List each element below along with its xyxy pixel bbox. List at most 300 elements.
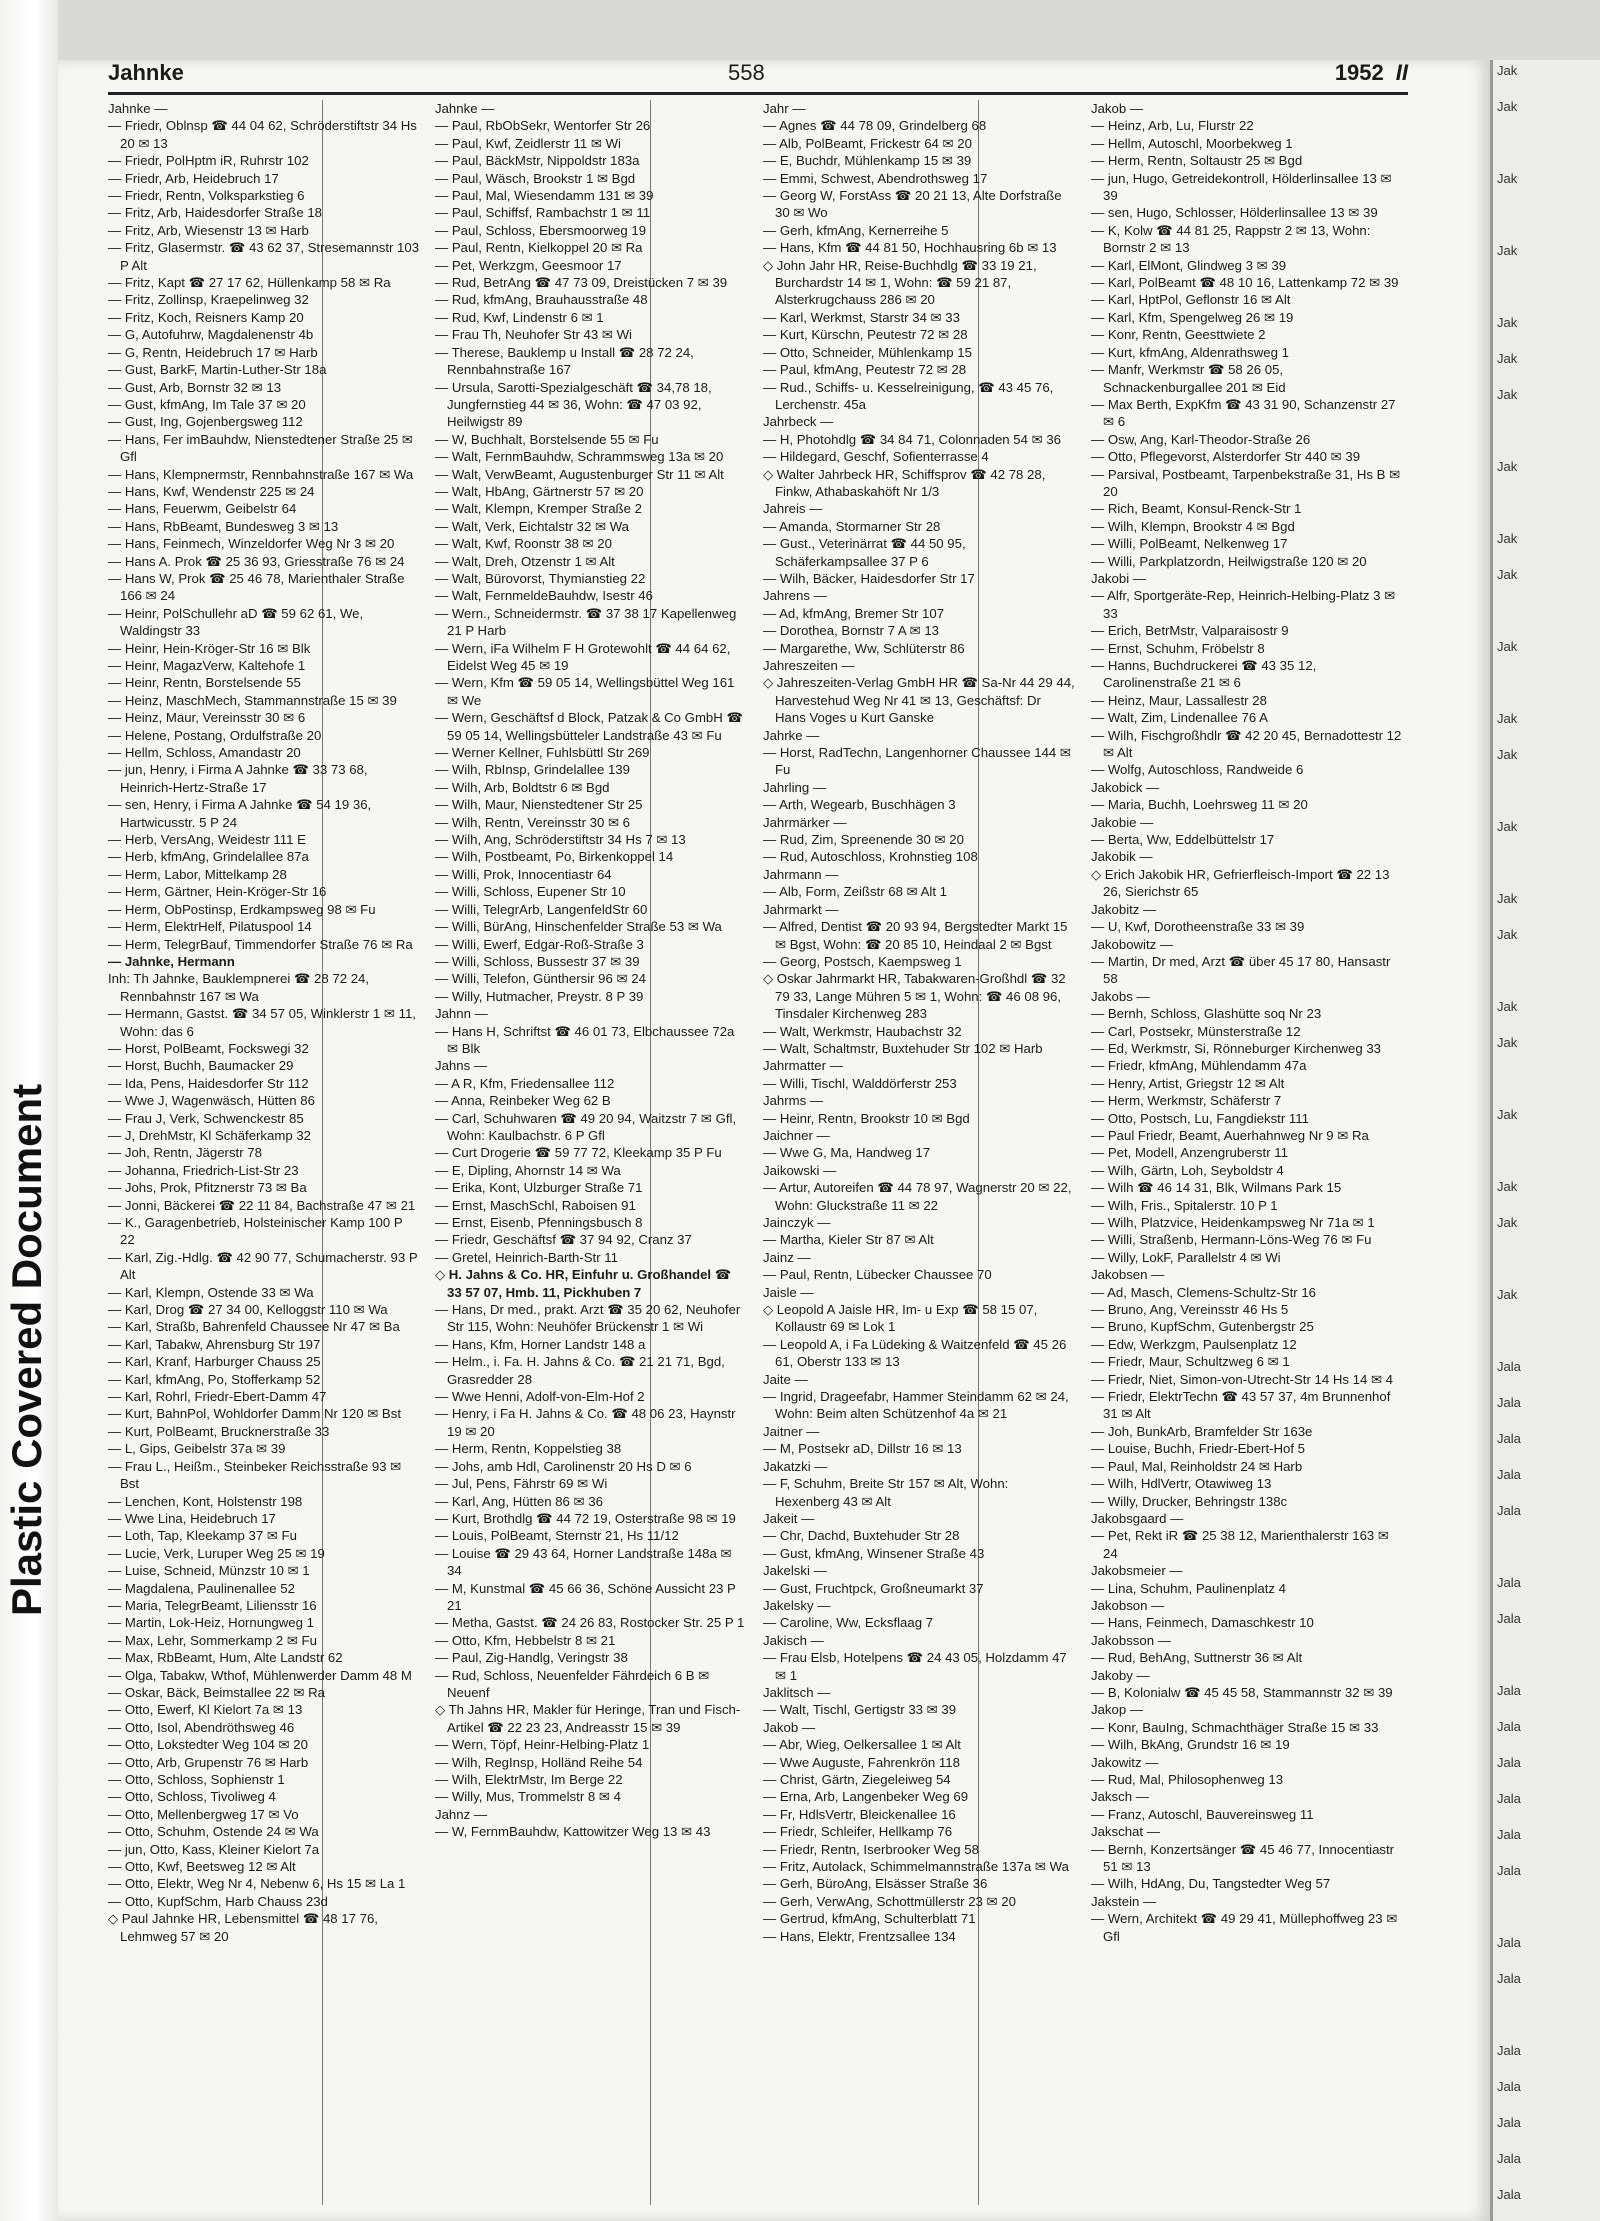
- directory-entry: — Gust, Fruchtpck, Großneumarkt 37: [763, 1580, 984, 1596]
- directory-entry: Jahreis —: [763, 501, 823, 517]
- directory-entry: — E, Dipling, Ahornstr 14 ✉ Wa: [435, 1162, 621, 1178]
- next-page-fragment: Jala: [1497, 1575, 1521, 1590]
- directory-entry: — Karl, Klempn, Ostende 33 ✉ Wa: [108, 1284, 314, 1300]
- directory-entry: — Heinz, Maur, Vereinsstr 30 ✉ 6: [108, 710, 306, 726]
- directory-entry: — sen, Hugo, Schlosser, Hölderlinsallee 13 ✉ 39: [1091, 205, 1378, 221]
- directory-entry: — Wilh, Platzvice, Heidenkampsweg Nr 71a ✉ 1: [1091, 1215, 1375, 1230]
- next-page-fragment: Jala: [1497, 1827, 1521, 1842]
- directory-entry: — Wilh, BkAng, Grundstr 16 ✉ 19: [1091, 1737, 1290, 1753]
- directory-entry: — F, Schuhm, Breite Str 157 ✉ Alt, Wohn: Hexenberg 43 ✉ Alt: [763, 1476, 1009, 1509]
- directory-entry: ◇ Oskar Jahrmarkt HR, Tabakwaren-Großhdl ☎ 32 79 33, Lange Mühren 5 ✉ 1, Wohn: ☎ 46 08 96, Tinsdaler Kirchenweg 283: [763, 971, 1066, 1022]
- directory-entry: — Henry, i Fa H. Jahns & Co. ☎ 48 06 23, Haynstr 19 ✉ 20: [435, 1406, 736, 1439]
- directory-entry: — Hans A. Prok ☎ 25 36 93, Griesstraße 76 ✉ 24: [108, 553, 405, 569]
- directory-entry: — Friedr, Niet, Simon-von-Utrecht-Str 14 Hs 14 ✉ 4: [1091, 1371, 1393, 1387]
- directory-entry: — Horst, Buchh, Baumacker 29: [108, 1058, 294, 1074]
- directory-entry: — Ad, Masch, Clemens-Schultz-Str 16: [1091, 1284, 1316, 1300]
- directory-entry: — Helene, Postang, Ordulfstraße 20: [108, 727, 322, 743]
- directory-entry: — Walt, HbAng, Gärtnerstr 57 ✉ 20: [435, 483, 644, 499]
- directory-entry: — Friedr, Oblnsp ☎ 44 04 62, Schröderstiftstr 34 Hs 20 ✉ 13: [108, 118, 417, 151]
- next-page-fragment: Jak: [1497, 999, 1518, 1014]
- directory-entry: — Herb, kfmAng, Grindelallee 87a: [108, 849, 309, 865]
- next-page-fragment: Jala: [1497, 1431, 1521, 1446]
- directory-entry: — Wern., Schneidermstr. ☎ 37 38 17 Kapellenweg 21 P Harb: [435, 605, 737, 639]
- directory-entry: — Karl, Straßb, Bahrenfeld Chaussee Nr 47 ✉ Ba: [108, 1319, 400, 1335]
- next-page-fragment: Jak: [1497, 711, 1518, 726]
- directory-entry: — Heinz, MaschMech, Stammannstraße 15 ✉ 39: [108, 692, 397, 708]
- directory-entry: — Otto, Schloss, Sophienstr 1: [108, 1772, 285, 1787]
- directory-entry: — Gerh, VerwAng, Schottmüllerstr 23 ✉ 20: [763, 1893, 1016, 1909]
- directory-entry: Jakop —: [1091, 1702, 1144, 1718]
- directory-entry: — Abr, Wieg, Oelkersallee 1 ✉ Alt: [763, 1737, 961, 1753]
- next-page-fragment: Jak: [1497, 351, 1518, 366]
- directory-entry: — Gust, Arb, Bornstr 32 ✉ 13: [108, 379, 282, 395]
- directory-entry: — Johs, amb Hdl, Carolinenstr 20 Hs D ✉ 6: [435, 1458, 692, 1474]
- directory-entry: Jakobsson —: [1091, 1632, 1171, 1648]
- next-page-fragment: [1493, 276, 1600, 312]
- directory-entry: — Pet, Werkzgm, Geesmoor 17: [435, 257, 622, 273]
- directory-entry: — K, Kolw ☎ 44 81 25, Rappstr 2 ✉ 13, Wohn: Bornstr 2 ✉ 13: [1091, 222, 1371, 256]
- directory-entry: — Friedr, Rentn, Volksparkstieg 6: [108, 188, 305, 204]
- directory-entry: — Louise, Buchh, Friedr-Ebert-Hof 5: [1091, 1441, 1306, 1457]
- directory-entry: — Wern, Geschäftsf d Block, Patzak & Co GmbH ☎ 59 05 14, Wellingsbütteler Landstraße 43 ✉ Fu: [435, 710, 743, 743]
- directory-entry: — Pet, Rekt iR ☎ 25 38 12, Marienthalerstr 163 ✉ 24: [1091, 1528, 1389, 1561]
- directory-entry: Jahnn —: [435, 1006, 488, 1022]
- directory-entry: — Willi, Schloss, Eupener Str 10: [435, 884, 626, 900]
- directory-entry: — Heinr, Rentn, Borstelsende 55: [108, 675, 301, 691]
- directory-entry: Jakatzki —: [763, 1458, 828, 1474]
- directory-entry: — Berta, Ww, Eddelbüttelstr 17: [1091, 832, 1275, 848]
- directory-entry: — Willi, Tischl, Walddörferstr 253: [763, 1075, 957, 1091]
- directory-entry: — Herm, ObPostinsp, Erdkampsweg 98 ✉ Fu: [108, 901, 376, 917]
- directory-entry: — Caroline, Ww, Ecksflaag 7: [763, 1615, 934, 1631]
- directory-entry: — Carl, Postsekr, Münsterstraße 12: [1091, 1023, 1301, 1039]
- directory-entry: — Luise, Schneid, Münzstr 10 ✉ 1: [108, 1563, 310, 1579]
- directory-entry: — Hans, Klempnermstr, Rennbahnstraße 167 ✉ Wa: [108, 466, 414, 482]
- directory-entry: Jaikowski —: [763, 1162, 837, 1178]
- next-page-edge: [1490, 60, 1600, 2221]
- next-page-fragment: Jala: [1497, 1755, 1521, 1770]
- directory-entry: — Bruno, Ang, Vereinsstr 46 Hs 5: [1091, 1302, 1289, 1318]
- directory-entry: — Hans, Fer imBauhdw, Nienstedtener Straße 25 ✉ Gfl: [108, 431, 413, 465]
- directory-entry: Jakowitz —: [1091, 1754, 1159, 1770]
- directory-entry: — Walt, Verk, Eichtalstr 32 ✉ Wa: [435, 518, 630, 534]
- directory-entry: — Martin, Lok-Heiz, Hornungweg 1: [108, 1615, 314, 1631]
- directory-entry: — Karl, HptPol, Geflonstr 16 ✉ Alt: [1091, 292, 1291, 308]
- directory-entry: — Walt, Tischl, Gertigstr 33 ✉ 39: [763, 1702, 957, 1718]
- directory-entry: — Wern, Kfm ☎ 59 05 14, Wellingsbüttel Weg 161 ✉ We: [435, 675, 735, 708]
- directory-entry: — Paul, Rentn, Kielkoppel 20 ✉ Ra: [435, 240, 643, 256]
- directory-entry: — Hans, RbBeamt, Bundesweg 3 ✉ 13: [108, 518, 339, 534]
- directory-entry: Jahr —: [763, 101, 806, 116]
- binding-strip: [0, 0, 58, 2221]
- directory-entry: — Walt, Kwf, Roonstr 38 ✉ 20: [435, 536, 612, 552]
- directory-entry: — Gretel, Heinrich-Barth-Str 11: [435, 1249, 618, 1265]
- next-page-fragment: [1493, 204, 1600, 240]
- directory-entry: — Wilh, Rentn, Vereinsstr 30 ✉ 6: [435, 814, 631, 830]
- directory-entry: — Walt, Schaltmstr, Buxtehuder Str 102 ✉ Harb: [763, 1040, 1043, 1056]
- directory-entry: — Friedr, Rentn, Iserbrooker Weg 58: [763, 1841, 979, 1857]
- directory-entry: — Gust., Veterinärrat ☎ 44 50 95, Schäferkampsallee 37 P 6: [763, 536, 966, 569]
- next-page-fragment: [1493, 780, 1600, 816]
- directory-entry: — Willi, Straßenb, Hermann-Löns-Weg 76 ✉ Fu: [1091, 1232, 1372, 1248]
- directory-entry: — Karl, Zig.-Hdlg. ☎ 42 90 77, Schumacherstr. 93 P Alt: [108, 1249, 418, 1283]
- directory-entry: — Wern, iFa Wilhelm F H Grotewohlt ☎ 44 64 62, Eidelst Weg 45 ✉ 19: [435, 640, 731, 673]
- directory-entry: — Henry, Artist, Griegstr 12 ✉ Alt: [1091, 1075, 1285, 1091]
- directory-entry: — Fritz, Autolack, Schimmelmannstraße 137a ✉ Wa: [763, 1859, 1069, 1875]
- directory-entry: ◇ John Jahr HR, Reise-Buchhdlg ☎ 33 19 21, Burchardstr 14 ✉ 1, Wohn: ☎ 59 21 87, Alsterkrugchauss 286 ✉ 20: [763, 257, 1037, 308]
- directory-entry: — Willi, Schloss, Bussestr 37 ✉ 39: [435, 953, 640, 969]
- directory-entry: Jakobik —: [1091, 849, 1153, 865]
- next-page-fragment: Jak: [1497, 1107, 1518, 1122]
- directory-entry: — Otto, Ewerf, Kl Kielort 7a ✉ 13: [108, 1702, 303, 1718]
- directory-entry: — Rud, BehAng, Suttnerstr 36 ✉ Alt: [1091, 1650, 1303, 1666]
- directory-entry: — Heinr, Hein-Kröger-Str 16 ✉ Blk: [108, 640, 311, 656]
- directory-entry: — U, Kwf, Dorotheenstraße 33 ✉ 39: [1091, 919, 1305, 935]
- directory-entry: — Wwe Henni, Adolf-von-Elm-Hof 2: [435, 1389, 645, 1405]
- directory-entry: — Walt, Werkmstr, Haubachstr 32: [763, 1023, 962, 1039]
- directory-entry: — Therese, Bauklemp u Install ☎ 28 72 24, Rennbahnstraße 167: [435, 344, 694, 378]
- directory-entry: — Max, RbBeamt, Hum, Alte Landstr 62: [108, 1650, 343, 1666]
- directory-entry: — Karl, ElMont, Glindweg 3 ✉ 39: [1091, 257, 1287, 273]
- directory-entry: — Wilh, Arb, Boldtstr 6 ✉ Bgd: [435, 779, 610, 795]
- directory-entry: — Wwe Lina, Heidebruch 17: [108, 1510, 276, 1526]
- directory-entry: — Wolfg, Autoschloss, Randweide 6: [1091, 762, 1304, 778]
- directory-entry: — Otto, Kwf, Beetsweg 12 ✉ Alt: [108, 1859, 296, 1875]
- directory-entry: — Louis, PolBeamt, Sternstr 21, Hs 11/12: [435, 1528, 679, 1544]
- directory-entry: — Herm, Gärtner, Hein-Kröger-Str 16: [108, 884, 327, 900]
- header-surname: Jahnke: [108, 60, 184, 85]
- header-year: 1952: [1334, 60, 1384, 85]
- next-page-fragment: [1493, 492, 1600, 528]
- directory-entry: Jainz —: [763, 1249, 811, 1265]
- next-page-fragment: Jak: [1497, 171, 1518, 186]
- directory-entry: Jakobie —: [1091, 814, 1154, 830]
- directory-entry: — Horst, PolBeamt, Fockswegi 32: [108, 1040, 309, 1056]
- directory-entry: Jaitner —: [763, 1423, 820, 1439]
- directory-entry: — Otto, Kfm, Hebbelstr 8 ✉ 21: [435, 1632, 616, 1648]
- directory-entry: — Paul, kfmAng, Peutestr 72 ✉ 28: [763, 362, 967, 378]
- next-page-fragment: Jala: [1497, 1359, 1521, 1374]
- directory-entry: — Amanda, Stormarner Str 28: [763, 518, 941, 534]
- directory-entry: — Wern, Architekt ☎ 49 29 41, Müllephoffweg 23 ✉ Gfl: [1091, 1911, 1398, 1944]
- next-page-fragment: Jak: [1497, 531, 1518, 546]
- directory-entry: — jun, Hugo, Getreidekontroll, Hölderlinsallee 13 ✉ 39: [1091, 170, 1392, 204]
- directory-entry: — Rud, kfmAng, Brauhausstraße 48: [435, 292, 648, 308]
- next-page-fragment: Jala: [1497, 2115, 1521, 2130]
- directory-entry: — Gerh, BüroAng, Elsässer Straße 36: [763, 1876, 988, 1892]
- next-page-fragment: [1493, 672, 1600, 708]
- directory-entry: Jahrmatter —: [763, 1058, 843, 1074]
- directory-entry: — Heinr, Rentn, Brookstr 10 ✉ Bgd: [763, 1110, 970, 1126]
- directory-entry: — Konr, Rentn, Geesttwiete 2: [1091, 327, 1266, 343]
- directory-entry: Jakeit —: [763, 1510, 815, 1526]
- directory-entry: — Metha, Gastst. ☎ 24 26 83, Rostocker Str. 25 P 1: [435, 1615, 745, 1631]
- directory-entry: — Arth, Wegearb, Buschhägen 3: [763, 797, 956, 813]
- page-header: [108, 60, 1408, 88]
- directory-entry: — Frau L., Heißm., Steinbeker Reichsstraße 93 ✉ Bst: [108, 1458, 402, 1492]
- next-page-fragment: Jak: [1497, 459, 1518, 474]
- directory-entry: Jahrmärker —: [763, 814, 847, 830]
- directory-entry: Jahns —: [435, 1058, 488, 1074]
- next-page-fragment: Jak: [1497, 1287, 1518, 1302]
- next-page-fragment: Jak: [1497, 639, 1518, 654]
- next-page-fragment: [1493, 420, 1600, 456]
- directory-entry: — Konr, BauIng, Schmachthäger Straße 15 ✉ 33: [1091, 1719, 1379, 1735]
- directory-entry: — Karl, Kranf, Harburger Chauss 25: [108, 1354, 321, 1370]
- directory-entry: — Otto, Lokstedter Weg 104 ✉ 20: [108, 1737, 308, 1753]
- directory-entry: Jahnke —: [108, 101, 168, 116]
- next-page-fragment: Jala: [1497, 1971, 1521, 1986]
- directory-entry: — Artur, Autoreifen ☎ 44 78 97, Wagnerstr 20 ✉ 22, Wohn: Gluckstraße 11 ✉ 22: [763, 1180, 1072, 1213]
- directory-columns: [108, 100, 1408, 2210]
- directory-entry: ◇ Walter Jahrbeck HR, Schiffsprov ☎ 42 78 28, Finkw, Athabaskahöft Nr 1/3: [763, 466, 1046, 499]
- directory-entry: — Martin, Dr med, Arzt ☎ über 45 17 80, Hansastr 58: [1091, 953, 1391, 987]
- directory-entry: — Frau Elsb, Hotelpens ☎ 24 43 05, Holzdamm 47 ✉ 1: [763, 1650, 1067, 1683]
- directory-entry: — Osw, Ang, Karl-Theodor-Straße 26: [1091, 431, 1311, 447]
- next-page-fragment: Jala: [1497, 1791, 1521, 1806]
- directory-entry: — Erika, Kont, Ulzburger Straße 71: [435, 1180, 643, 1196]
- next-page-fragment: [1493, 1644, 1600, 1680]
- directory-entry: Jakobsen —: [1091, 1267, 1165, 1283]
- directory-entry: — Walt, Klempn, Kremper Straße 2: [435, 501, 642, 517]
- next-page-fragment: [1493, 1140, 1600, 1176]
- directory-entry: — Wilh, Gärtn, Loh, Seyboldstr 4: [1091, 1162, 1284, 1178]
- directory-entry: — sen, Henry, i Firma A Jahnke ☎ 54 19 36, Hartwicusstr. 5 P 24: [108, 797, 372, 830]
- directory-entry: Jakobick —: [1091, 779, 1160, 795]
- next-page-fragment: [1493, 1248, 1600, 1284]
- directory-entry: — Ursula, Sarotti-Spezialgeschäft ☎ 34,78 18, Jungfernstieg 44 ✉ 36, Wohn: ☎ 47 03 92, Heilwigstr 89: [435, 379, 712, 430]
- directory-entry: — Ida, Pens, Haidesdorfer Str 112: [108, 1075, 309, 1091]
- next-page-fragment: Jak: [1497, 1215, 1518, 1230]
- directory-entry: Jakelski —: [763, 1563, 827, 1579]
- directory-entry: — Johanna, Friedrich-List-Str 23: [108, 1162, 299, 1178]
- next-page-fragment: Jak: [1497, 1179, 1518, 1194]
- directory-entry: — M, Postsekr aD, Dillstr 16 ✉ 13: [763, 1441, 962, 1457]
- directory-entry: — Wilh, ElektrMstr, Im Berge 22: [435, 1772, 623, 1787]
- next-page-fragment: [1493, 1068, 1600, 1104]
- directory-entry: — Heinr, PolSchullehr aD ☎ 59 62 61, We, Waldingstr 33: [108, 605, 364, 639]
- directory-entry: — W, FernmBauhdw, Kattowitzer Weg 13 ✉ 43: [435, 1824, 711, 1840]
- directory-entry: ◇ H. Jahns & Co. HR, Einfuhr u. Großhandel ☎ 33 57 07, Hmb. 11, Pickhuben 7: [435, 1267, 732, 1300]
- directory-entry: — Bernh, Konzertsänger ☎ 45 46 77, Innocentiastr 51 ✉ 13: [1091, 1841, 1395, 1875]
- directory-entry: — Paul Friedr, Beamt, Auerhahnweg Nr 9 ✉ Ra: [1091, 1127, 1369, 1143]
- directory-entry: — Hans, Elektr, Frentzsallee 134: [763, 1928, 956, 1944]
- directory-entry: — Friedr, PolHptm iR, Ruhrstr 102: [108, 153, 309, 169]
- directory-entry: — Karl, kfmAng, Po, Stofferkamp 52: [108, 1371, 321, 1387]
- directory-entry: Jahrens —: [763, 588, 827, 604]
- directory-entry: — Alfr, Sportgeräte-Rep, Heinrich-Helbing-Platz 3 ✉ 33: [1091, 588, 1396, 621]
- directory-entry: — Walt, Dreh, Otzenstr 1 ✉ Alt: [435, 553, 615, 569]
- next-page-fragment: Jala: [1497, 2151, 1521, 2166]
- directory-entry: — Martha, Kieler Str 87 ✉ Alt: [763, 1232, 934, 1248]
- directory-entry: — Pet, Modell, Anzengruberstr 11: [1091, 1145, 1288, 1161]
- directory-entry: Jahnke —: [435, 101, 495, 116]
- next-page-fragment: Jala: [1497, 2043, 1521, 2058]
- directory-entry: — Willy, Drucker, Behringstr 138c: [1091, 1493, 1288, 1509]
- next-page-fragment: Jala: [1497, 1467, 1521, 1482]
- directory-entry: — Otto, Pflegevorst, Alsterdorfer Str 440 ✉ 39: [1091, 449, 1361, 465]
- directory-entry: — Friedr, kfmAng, Mühlendamm 47a: [1091, 1058, 1307, 1074]
- directory-entry: — Bernh, Schloss, Glashütte soq Nr 23: [1091, 1006, 1322, 1022]
- directory-entry: — Max, Lehr, Sommerkamp 2 ✉ Fu: [108, 1632, 317, 1648]
- directory-entry: — Wilh, Bäcker, Haidesdorfer Str 17: [763, 570, 975, 586]
- next-page-fragment: Jak: [1497, 315, 1518, 330]
- directory-entry: — Rud, Autoschloss, Krohnstieg 108: [763, 849, 978, 865]
- directory-entry: — Hans, Dr med., prakt. Arzt ☎ 35 20 62, Neuhofer Str 115, Wohn: Neuhöfer Brückenstr 1 ✉ Wi: [435, 1302, 741, 1335]
- directory-entry: — Hans, Kfm ☎ 44 81 50, Hochhausring 6b ✉ 13: [763, 240, 1057, 256]
- directory-entry: — Georg W, ForstAss ☎ 20 21 13, Alte Dorfstraße 30 ✉ Wo: [763, 188, 1062, 221]
- directory-entry: — Ed, Werkmstr, Si, Rönneburger Kirchenweg 33: [1091, 1040, 1382, 1056]
- next-page-fragment: Jala: [1497, 2079, 1521, 2094]
- directory-entry: — Willi, BürAng, Hinschenfelder Straße 53 ✉ Wa: [435, 919, 722, 935]
- column-3: [763, 100, 1075, 2210]
- next-page-fragment: Jak: [1497, 819, 1518, 834]
- directory-entry: — jun, Henry, i Firma A Jahnke ☎ 33 73 68, Heinrich-Hertz-Straße 17: [108, 762, 368, 795]
- directory-entry: — Georg, Postsch, Kaempsweg 1: [763, 953, 962, 969]
- directory-entry: — Wilh, HdlVertr, Otawiweg 13: [1091, 1476, 1272, 1492]
- next-page-fragment: Jala: [1497, 1683, 1521, 1698]
- directory-entry: — Willy, Hutmacher, Preystr. 8 P 39: [435, 988, 644, 1004]
- directory-entry: ◇ Leopold A Jaisle HR, Im- u Exp ☎ 58 15 07, Kollaustr 69 ✉ Lok 1: [763, 1302, 1038, 1335]
- directory-entry: — K., Garagenbetrieb, Holsteinischer Kamp 100 P 22: [108, 1215, 403, 1248]
- directory-entry: ◇ Jahreszeiten-Verlag GmbH HR ☎ Sa-Nr 44 29 44, Harvestehud Weg Nr 41 ✉ 13, Geschäftsf: Dr Hans Voges u Kurt Ganske: [763, 675, 1075, 726]
- directory-entry: — Kurt, BahnPol, Wohldorfer Damm Nr 120 ✉ Bst: [108, 1406, 401, 1422]
- directory-entry: — Edw, Werkzgm, Paulsenplatz 12: [1091, 1336, 1297, 1352]
- directory-entry: — Kurt, Kürschn, Peutestr 72 ✉ 28: [763, 327, 968, 343]
- directory-entry: — Willi, Ewerf, Edgar-Roß-Straße 3: [435, 936, 644, 952]
- next-page-fragment: Jak: [1497, 891, 1518, 906]
- directory-entry: — Karl, Rohrl, Friedr-Ebert-Damm 47: [108, 1389, 327, 1405]
- directory-entry: — E, Buchdr, Mühlenkamp 15 ✉ 39: [763, 153, 972, 169]
- directory-entry: — Parsival, Postbeamt, Tarpenbekstraße 31, Hs B ✉ 20: [1091, 466, 1401, 499]
- directory-entry: — Alfred, Dentist ☎ 20 93 94, Bergstedter Markt 15 ✉ Bgst, Wohn: ☎ 20 85 10, Heindaal 2 ✉ Bgst: [763, 919, 1068, 952]
- directory-entry: Jakisch —: [763, 1632, 824, 1648]
- directory-entry: Jaichner —: [763, 1127, 830, 1143]
- directory-entry: — Emmi, Schwest, Abendrothsweg 17: [763, 170, 988, 186]
- directory-entry: — Hanns, Buchdruckerei ☎ 43 35 12, Carolinenstraße 21 ✉ 6: [1091, 658, 1317, 691]
- directory-entry: — Rud, Mal, Philosophenweg 13: [1091, 1772, 1284, 1787]
- directory-entry: — Paul, Rentn, Lübecker Chaussee 70: [763, 1267, 992, 1283]
- directory-entry: — Paul, BäckMstr, Nippoldstr 183a: [435, 153, 640, 169]
- directory-entry: — Wilh, HdAng, Du, Tangstedter Weg 57: [1091, 1876, 1331, 1892]
- directory-entry: — Herb, VersAng, Weidestr 111 E: [108, 832, 306, 848]
- directory-entry: Jaksch —: [1091, 1789, 1149, 1805]
- directory-entry: — Anna, Reinbeker Weg 62 B: [435, 1093, 611, 1109]
- directory-entry: — Otto, Isol, Abendröthsweg 46: [108, 1719, 295, 1735]
- directory-entry: — Wern, Töpf, Heinr-Helbing-Platz 1: [435, 1737, 650, 1753]
- directory-entry: — Christ, Gärtn, Ziegeleiweg 54: [763, 1772, 951, 1787]
- directory-entry: — Olga, Tabakw, Wthof, Mühlenwerder Damm 48 M: [108, 1667, 412, 1683]
- directory-entry: — Dorothea, Bornstr 7 A ✉ 13: [763, 623, 939, 639]
- directory-entry: — Fritz, Zollinsp, Kraepelinweg 32: [108, 292, 309, 308]
- directory-entry: Jaklitsch —: [763, 1684, 831, 1700]
- directory-entry: — Kurt, PolBeamt, Brucknerstraße 33: [108, 1423, 330, 1439]
- directory-entry: — Franz, Autoschl, Bauvereinsweg 11: [1091, 1806, 1314, 1822]
- directory-entry: — Wilh, RbInsp, Grindelallee 139: [435, 762, 630, 778]
- directory-entry: — Paul, Schloss, Ebersmoorweg 19: [435, 222, 647, 238]
- directory-entry: — Heinz, Maur, Lassallestr 28: [1091, 692, 1267, 708]
- directory-entry: — Paul, Wäsch, Brookstr 1 ✉ Bgd: [435, 170, 636, 186]
- directory-entry: — Herm, Werkmstr, Schäferstr 7: [1091, 1093, 1282, 1109]
- directory-entry: — Maria, TelegrBeamt, Liliensstr 16: [108, 1597, 317, 1613]
- directory-entry: — Kurt, Brothdlg ☎ 44 72 19, Osterstraße 98 ✉ 19: [435, 1510, 736, 1526]
- directory-entry: — Willi, Telefon, Günthersir 96 ✉ 24: [435, 971, 646, 987]
- directory-entry: — Curt Drogerie ☎ 59 77 72, Kleekamp 35 P Fu: [435, 1145, 722, 1161]
- directory-entry: — Chr, Dachd, Buxtehuder Str 28: [763, 1528, 960, 1544]
- directory-entry: — Horst, RadTechn, Langenhorner Chaussee 144 ✉ Fu: [763, 745, 1071, 778]
- directory-entry: — Helm., i. Fa. H. Jahns & Co. ☎ 21 21 71, Bgd, Grasredder 28: [435, 1354, 725, 1387]
- directory-entry: — Hermann, Gastst. ☎ 34 57 05, Winklerstr 1 ✉ 11, Wohn: das 6: [108, 1006, 416, 1039]
- directory-entry: — Hans, Feinmech, Damaschkestr 10: [1091, 1615, 1314, 1631]
- directory-entry: — Walt, Zim, Lindenallee 76 A: [1091, 710, 1268, 726]
- next-page-fragment: Jala: [1497, 2187, 1521, 2202]
- next-page-fragment: [1493, 1320, 1600, 1356]
- directory-entry: — Fr, HdlsVertr, Bleickenallee 16: [763, 1806, 956, 1822]
- directory-entry: — Gust, kfmAng, Winsener Straße 43: [763, 1545, 985, 1561]
- directory-entry: Jahrmann —: [763, 866, 839, 882]
- directory-entry: — Margarethe, Ww, Schlüterstr 86: [763, 640, 965, 656]
- directory-entry: — Ernst, Schuhm, Fröbelstr 8: [1091, 640, 1265, 656]
- directory-entry: — Rud, Kwf, Lindenstr 6 ✉ 1: [435, 309, 604, 325]
- directory-entry: — Alb, Form, Zeißstr 68 ✉ Alt 1: [763, 884, 947, 900]
- header-volume: II: [1395, 60, 1408, 85]
- directory-entry: — Max Berth, ExpKfm ☎ 43 31 90, Schanzenstr 27 ✉ 6: [1091, 396, 1396, 430]
- directory-entry: — Lucie, Verk, Luruper Weg 25 ✉ 19: [108, 1545, 325, 1561]
- directory-entry: — Agnes ☎ 44 78 09, Grindelberg 68: [763, 118, 987, 134]
- directory-entry: — Kurt, kfmAng, Aldenrathsweg 1: [1091, 344, 1289, 360]
- directory-entry: — Carl, Schuhwaren ☎ 49 20 94, Waitzstr 7 ✉ Gfl, Wohn: Kaulbachstr. 6 P Gfl: [435, 1110, 737, 1143]
- directory-entry: — Wilh, Postbeamt, Po, Birkenkoppel 14: [435, 849, 674, 865]
- directory-entry: — Hans, Feinmech, Winzeldorfer Weg Nr 3 ✉ 20: [108, 536, 395, 552]
- directory-entry: — W, Buchhalt, Borstelsende 55 ✉ Fu: [435, 431, 659, 447]
- column-2: [435, 100, 747, 2210]
- directory-entry: — Wilh ☎ 46 14 31, Blk, Wilmans Park 15: [1091, 1180, 1342, 1196]
- directory-entry: — Paul, Zig-Handlg, Veringstr 38: [435, 1650, 628, 1666]
- directory-entry: — G, Rentn, Heidebruch 17 ✉ Harb: [108, 344, 318, 360]
- next-page-fragment: Jak: [1497, 243, 1518, 258]
- directory-entry: — Oskar, Bäck, Beimstallee 22 ✉ Ra: [108, 1684, 326, 1700]
- directory-entry: Jahrms —: [763, 1093, 824, 1109]
- directory-entry: — Wwe J, Wagenwäsch, Hütten 86: [108, 1093, 315, 1109]
- directory-entry: — Fritz, Kapt ☎ 27 17 62, Hüllenkamp 58 ✉ Ra: [108, 275, 391, 291]
- directory-entry: — Jonni, Bäckerei ☎ 22 11 84, Bachstraße 47 ✉ 21: [108, 1197, 416, 1213]
- directory-entry: — Hellm, Autoschl, Moorbekweg 1: [1091, 135, 1293, 151]
- directory-entry: — Lenchen, Kont, Holstenstr 198: [108, 1493, 303, 1509]
- next-page-fragment: Jala: [1497, 1719, 1521, 1734]
- directory-entry: — Frau Th, Neuhofer Str 43 ✉ Wi: [435, 327, 632, 343]
- directory-entry: — Willi, TelegrArb, LangenfeldStr 60: [435, 901, 648, 917]
- directory-entry: — Hans, Kfm, Horner Landstr 148 a: [435, 1336, 646, 1352]
- directory-entry: Jakschat —: [1091, 1824, 1160, 1840]
- directory-entry: — Otto, Schneider, Mühlenkamp 15: [763, 344, 972, 360]
- directory-entry: — Otto, KupfSchm, Harb Chauss 23d: [108, 1893, 328, 1909]
- directory-entry: Jakelsky —: [763, 1597, 831, 1613]
- directory-entry: — Willi, PolBeamt, Nelkenweg 17: [1091, 536, 1288, 552]
- directory-entry: Jakob —: [1091, 101, 1144, 116]
- directory-entry: — Karl, PolBeamt ☎ 48 10 16, Lattenkamp 72 ✉ 39: [1091, 275, 1399, 291]
- directory-entry: Jahrling —: [763, 779, 827, 795]
- directory-entry: — Ernst, Eisenb, Pfenningsbusch 8: [435, 1215, 643, 1230]
- column-4: [1091, 100, 1403, 2210]
- next-page-fragment: Jala: [1497, 1935, 1521, 1950]
- directory-entry: — Louise ☎ 29 43 64, Horner Landstraße 148a ✉ 34: [435, 1545, 732, 1579]
- next-page-fragment: [1493, 1536, 1600, 1572]
- next-page-fragment: Jak: [1497, 99, 1518, 114]
- directory-entry: — Willi, Parkplatzordn, Heilwigstraße 120 ✉ 20: [1091, 553, 1367, 569]
- directory-entry: — Friedr, ElektrTechn ☎ 43 57 37, 4m Brunnenhof 31 ✉ Alt: [1091, 1389, 1391, 1422]
- directory-entry: Jakobowitz —: [1091, 936, 1174, 952]
- directory-entry: Jahrbeck —: [763, 414, 834, 430]
